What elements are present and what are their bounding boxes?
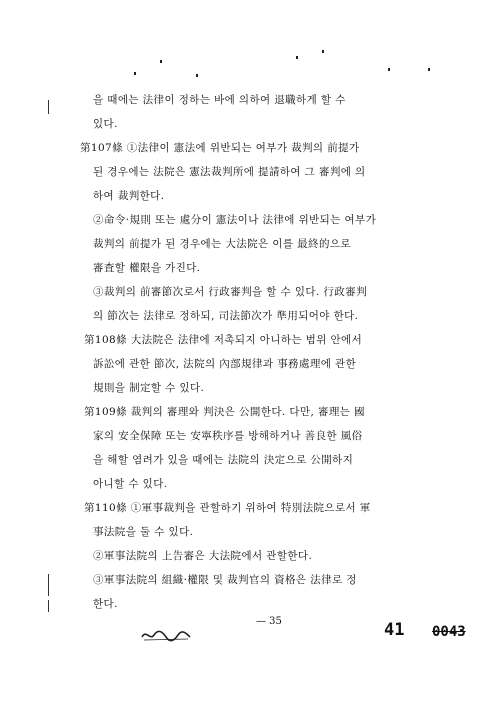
text-line: 規則을 制定할 수 있다.	[93, 382, 205, 394]
text-line: 第110條 ①軍事裁判을 관할하기 위하여 特別法院으로서 軍	[84, 502, 371, 514]
serial-number: 0043	[432, 624, 466, 640]
text-line: 審査할 權限을 가진다.	[93, 262, 201, 274]
text-line: 訴訟에 관한 節次, 法院의 內部規律과 事務處理에 관한	[93, 358, 357, 370]
text-line: 第109條 裁判의 審理와 判決은 公開한다. 다만, 審理는 國	[84, 406, 365, 418]
archive-number: 41	[384, 620, 405, 640]
scan-speck	[388, 68, 390, 71]
text-line: 第107條 ①法律이 憲法에 위반되는 여부가 裁判의 前提가	[80, 142, 360, 154]
text-line: 있다.	[93, 118, 118, 130]
scan-margin-bar	[48, 574, 49, 596]
text-line: 한다.	[93, 598, 118, 610]
scan-speck	[322, 50, 324, 53]
text-line: ③裁判의 前審節次로서 行政審判을 할 수 있다. 行政審判	[93, 286, 368, 298]
text-line: 하여 裁判한다.	[93, 190, 165, 202]
text-line: 第108條 大法院은 法律에 저촉되지 아니하는 범위 안에서	[84, 334, 363, 346]
scan-speck	[160, 60, 162, 63]
scan-speck	[196, 74, 198, 77]
text-line: 을 해할 염려가 있을 때에는 法院의 決定으로 公開하지	[93, 454, 354, 466]
text-line: 家의 安全保障 또는 安寧秩序를 방해하거나 善良한 風俗	[93, 430, 363, 442]
text-line: ②命令·規則 또는 處分이 憲法이나 法律에 위반되는 여부가	[93, 214, 377, 226]
scan-speck	[296, 56, 298, 59]
text-line: 의 節次는 法律로 정하되, 司法節次가 準用되어야 한다.	[93, 310, 359, 322]
page-number: — 35	[256, 616, 282, 627]
text-line: ③軍事法院의 組織·權限 및 裁判官의 資格은 法律로 정	[93, 574, 357, 586]
scan-margin-bar	[48, 600, 49, 612]
text-line: 을 때에는 法律이 정하는 바에 의하여 退職하게 할 수	[93, 94, 346, 106]
text-line: 아니할 수 있다.	[93, 478, 168, 490]
scan-speck	[428, 68, 430, 71]
handwritten-mark	[140, 627, 192, 643]
text-line: ②軍事法院의 上告審은 大法院에서 관할한다.	[93, 550, 313, 562]
text-line: 事法院을 둘 수 있다.	[93, 526, 194, 538]
scan-margin-bar	[48, 100, 49, 114]
text-line: 裁判의 前提가 된 경우에는 大法院은 이를 最終的으로	[93, 238, 351, 250]
text-line: 된 경우에는 法院은 憲法裁判所에 提請하여 그 審判에 의	[93, 166, 366, 178]
scan-speck	[134, 72, 136, 75]
